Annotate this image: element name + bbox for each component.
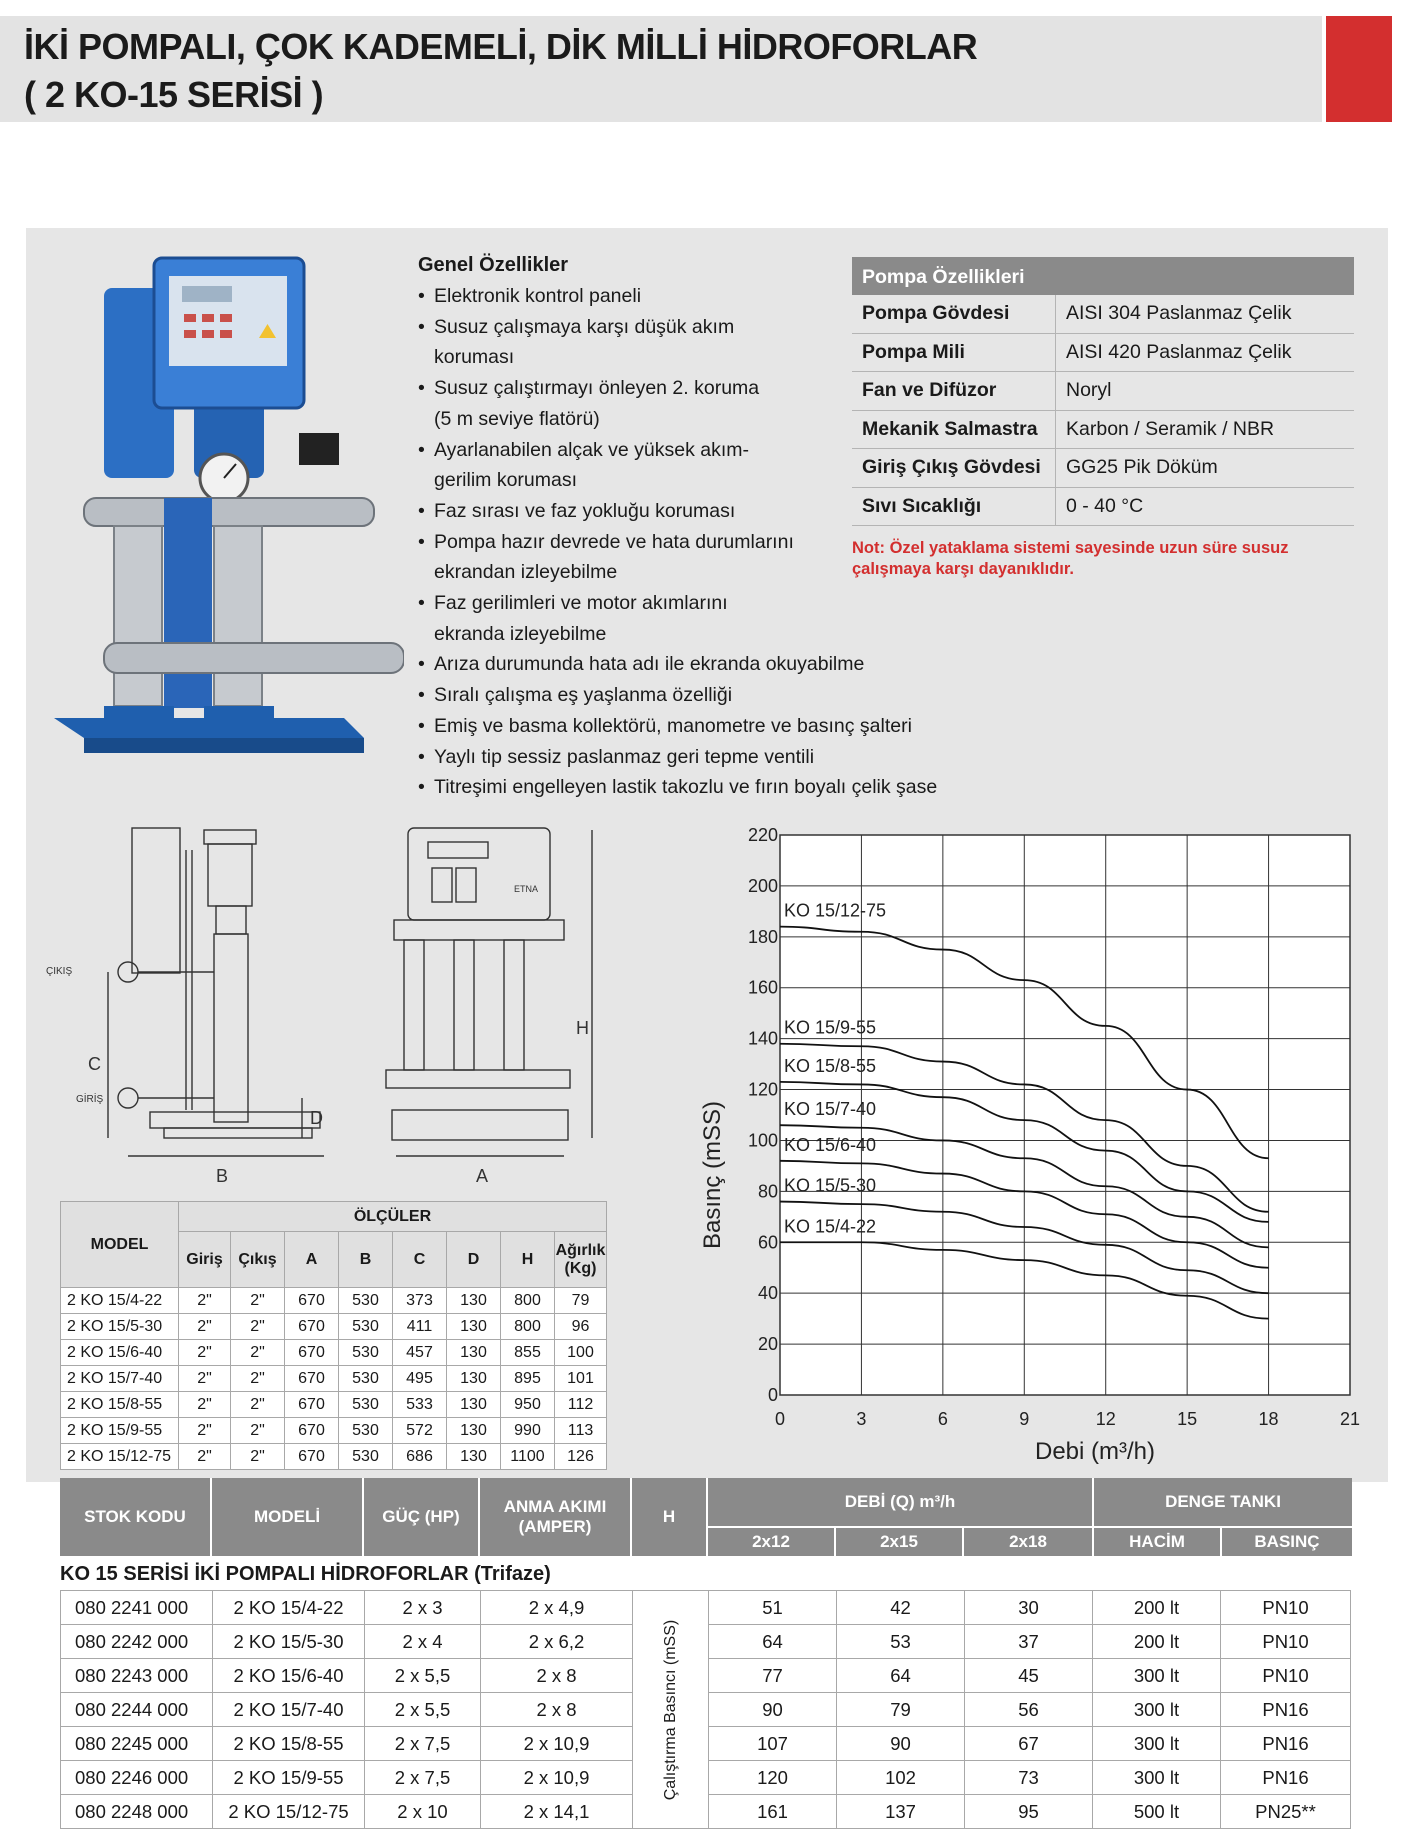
- dim-value-cell: 79: [555, 1288, 607, 1314]
- dim-value-cell: 130: [447, 1444, 501, 1470]
- stock-cell: 2 x 10: [365, 1795, 481, 1828]
- dim-value-cell: 457: [393, 1340, 447, 1366]
- dim-value-cell: 670: [285, 1314, 339, 1340]
- dim-value-cell: 130: [447, 1418, 501, 1444]
- pump-specs-note: Not: Özel yataklama sistemi sayesinde uzun süre susuz çalışmaya karşı dayanıklıdır.: [852, 539, 1289, 578]
- stock-cell: 161: [709, 1795, 837, 1828]
- dim-value-cell: 572: [393, 1418, 447, 1444]
- pump-spec-value: Noryl: [1066, 379, 1112, 402]
- table-row: [61, 1444, 607, 1470]
- stock-cell: PN16: [1221, 1693, 1351, 1726]
- stock-cell: 2 x 8: [481, 1659, 633, 1692]
- table-row: [61, 1761, 633, 1795]
- chart-x-tick-label: 3: [856, 1409, 867, 1429]
- table-row: [61, 1795, 633, 1829]
- dim-col-header: A: [285, 1232, 339, 1288]
- dim-value-cell: 411: [393, 1314, 447, 1340]
- stock-code-cell: 080 2242 000: [61, 1625, 213, 1658]
- dim-value-cell: 130: [447, 1366, 501, 1392]
- stock-cell: 2 x 8: [481, 1693, 633, 1726]
- drawing-label-cikis: ÇIKIŞ: [46, 966, 73, 977]
- stock-cell: 2 x 4,9: [481, 1591, 633, 1624]
- dim-value-cell: 113: [555, 1418, 607, 1444]
- stock-cell: 2 x 14,1: [481, 1795, 633, 1828]
- dim-value-cell: 895: [501, 1366, 555, 1392]
- stock-table-header: [60, 1478, 1354, 1556]
- stock-col-code: STOK KODU: [60, 1478, 212, 1556]
- feature-item: • Sıralı çalışma eş yaşlanma özelliği: [418, 680, 978, 711]
- pump-spec-value: AISI 304 Paslanmaz Çelik: [1066, 302, 1292, 325]
- feature-item: • Faz gerilimleri ve motor akımlarını ekranda izleyebilme: [418, 588, 978, 649]
- dim-value-cell: 530: [339, 1288, 393, 1314]
- dim-value-cell: 530: [339, 1392, 393, 1418]
- drawing-label-d: D: [310, 1108, 323, 1128]
- chart-x-tick-label: 6: [937, 1409, 948, 1429]
- stock-h-rotated-label: Çalıştırma Basıncı (mSS): [661, 1619, 679, 1800]
- dim-value-cell: 2": [231, 1444, 285, 1470]
- table-row: [61, 1314, 607, 1340]
- chart-x-tick-label: 0: [774, 1409, 786, 1429]
- dim-value-cell: 530: [339, 1340, 393, 1366]
- stock-flow-2x18: 2x18: [964, 1528, 1092, 1556]
- stock-cell: PN10: [1221, 1659, 1351, 1692]
- dim-value-cell: 670: [285, 1340, 339, 1366]
- feature-item: • Elektronik kontrol paneli: [418, 281, 978, 312]
- dim-col-header: Çıkış: [231, 1232, 285, 1288]
- drawing-panel-brand: ETNA: [514, 884, 539, 894]
- stock-cell: PN10: [1221, 1591, 1351, 1624]
- stock-code-cell: 080 2248 000: [61, 1795, 213, 1828]
- stock-cell: 2 KO 15/12-75: [213, 1795, 365, 1828]
- pump-illustration: [44, 248, 404, 768]
- chart-y-tick-label: 100: [747, 1130, 778, 1151]
- dim-value-cell: 2": [179, 1444, 231, 1470]
- dim-col-model: MODEL: [61, 1202, 179, 1288]
- table-row: [61, 1366, 607, 1392]
- stock-col-h: H: [632, 1478, 708, 1556]
- feature-item: • Pompa hazır devrede ve hata durumlarını ekrandan izleyebilme: [418, 527, 978, 588]
- stock-code-cell: 080 2241 000: [61, 1591, 213, 1624]
- chart-series-label: KO 15/9-55: [784, 1017, 877, 1038]
- dim-model-cell: 2 KO 15/5-30: [61, 1314, 179, 1340]
- table-row: [61, 1727, 633, 1761]
- dim-col-header: D: [447, 1232, 501, 1288]
- chart-series-label: KO 15/4-22: [784, 1216, 877, 1237]
- stock-cell: 2 x 4: [365, 1625, 481, 1658]
- chart-y-tick-label: 40: [757, 1283, 778, 1304]
- dim-value-cell: 950: [501, 1392, 555, 1418]
- stock-cell: PN16: [1221, 1761, 1351, 1794]
- feature-item: • Titreşimi engelleyen lastik takozlu ve fırın boyalı çelik şase: [418, 772, 978, 803]
- stock-code-cell: 080 2243 000: [61, 1659, 213, 1692]
- stock-tank-volume: HACİM: [1094, 1528, 1222, 1556]
- stock-cell: 73: [965, 1761, 1093, 1794]
- dim-value-cell: 2": [179, 1366, 231, 1392]
- dim-value-cell: 530: [339, 1418, 393, 1444]
- drawing-label-a: A: [476, 1166, 489, 1186]
- dim-value-cell: 670: [285, 1366, 339, 1392]
- stock-cell: 120: [709, 1761, 837, 1794]
- stock-table-body: [60, 1590, 1354, 1829]
- stock-flow-2x12: 2x12: [708, 1528, 836, 1556]
- table-row: [709, 1625, 1351, 1659]
- stock-section-title: KO 15 SERİSİ İKİ POMPALI HİDROFORLAR (Trifaze): [60, 1563, 551, 1585]
- pump-spec-key: Sıvı Sıcaklığı: [852, 488, 1056, 526]
- table-row: [709, 1795, 1351, 1829]
- technical-drawings: [36, 820, 676, 1190]
- stock-h-column: [633, 1590, 709, 1829]
- dim-value-cell: 2": [179, 1392, 231, 1418]
- dim-group-label: ÖLÇÜLER: [179, 1202, 607, 1232]
- drawing-label-h: H: [576, 1018, 589, 1038]
- dim-value-cell: 855: [501, 1340, 555, 1366]
- table-row: [61, 1418, 607, 1444]
- stock-flow-2x15: 2x15: [836, 1528, 964, 1556]
- performance-chart: [690, 815, 1370, 1475]
- table-row: [61, 1659, 633, 1693]
- dim-value-cell: 2": [179, 1340, 231, 1366]
- dim-value-cell: 1100: [501, 1444, 555, 1470]
- dim-model-cell: 2 KO 15/6-40: [61, 1340, 179, 1366]
- dim-value-cell: 495: [393, 1366, 447, 1392]
- dim-value-cell: 686: [393, 1444, 447, 1470]
- dim-value-cell: 373: [393, 1288, 447, 1314]
- chart-y-tick-label: 60: [757, 1232, 778, 1253]
- dim-value-cell: 130: [447, 1340, 501, 1366]
- pump-spec-key: Mekanik Salmastra: [852, 411, 1056, 449]
- chart-y-tick-label: 160: [747, 977, 778, 998]
- stock-cell: 90: [837, 1727, 965, 1760]
- dim-model-cell: 2 KO 15/9-55: [61, 1418, 179, 1444]
- feature-item: • Emiş ve basma kollektörü, manometre ve basınç şalteri: [418, 711, 978, 742]
- table-row: [61, 1392, 607, 1418]
- chart-x-tick-label: 9: [1019, 1409, 1030, 1429]
- dim-value-cell: 2": [179, 1314, 231, 1340]
- dim-col-header: C: [393, 1232, 447, 1288]
- pump-spec-value: 0 - 40 °C: [1066, 494, 1144, 517]
- pump-specs-title: Pompa Özellikleri: [852, 257, 1354, 295]
- stock-code-cell: 080 2244 000: [61, 1693, 213, 1726]
- dim-model-cell: 2 KO 15/4-22: [61, 1288, 179, 1314]
- dim-value-cell: 670: [285, 1418, 339, 1444]
- feature-item: • Ayarlanabilen alçak ve yüksek akım- gerilim koruması: [418, 435, 978, 496]
- stock-cell: 42: [837, 1591, 965, 1624]
- dim-value-cell: 130: [447, 1392, 501, 1418]
- dim-model-cell: 2 KO 15/7-40: [61, 1366, 179, 1392]
- pump-specs-rows: [852, 295, 1354, 526]
- dim-value-cell: 2": [231, 1418, 285, 1444]
- feature-item: • Susuz çalıştırmayı önleyen 2. koruma (5 m seviye flatörü): [418, 373, 978, 434]
- stock-cell: 2 KO 15/4-22: [213, 1591, 365, 1624]
- stock-group-tank: [1094, 1478, 1352, 1556]
- stock-cell: 2 x 6,2: [481, 1625, 633, 1658]
- stock-cell: 300 lt: [1093, 1659, 1221, 1692]
- chart-y-tick-label: 140: [747, 1028, 778, 1049]
- stock-cell: 2 x 10,9: [481, 1727, 633, 1760]
- stock-cell: 2 x 5,5: [365, 1693, 481, 1726]
- stock-cell: 2 x 10,9: [481, 1761, 633, 1794]
- dim-col-header: H: [501, 1232, 555, 1288]
- dim-value-cell: 100: [555, 1340, 607, 1366]
- stock-cell: 45: [965, 1659, 1093, 1692]
- stock-cell: 64: [709, 1625, 837, 1658]
- pump-spec-key: Giriş Çıkış Gövdesi: [852, 449, 1056, 487]
- feature-item: • Arıza durumunda hata adı ile ekranda okuyabilme: [418, 649, 978, 680]
- table-row: [61, 1288, 607, 1314]
- stock-cell: 200 lt: [1093, 1625, 1221, 1658]
- table-row: [61, 1591, 633, 1625]
- drawing-label-giris: GİRİŞ: [76, 1094, 104, 1105]
- stock-cell: PN10: [1221, 1625, 1351, 1658]
- drawing-label-b: B: [216, 1166, 229, 1186]
- stock-cell: 51: [709, 1591, 837, 1624]
- page-title: İKİ POMPALI, ÇOK KADEMELİ, DİK MİLLİ HİDROFORLAR: [24, 26, 978, 67]
- dim-value-cell: 2": [231, 1340, 285, 1366]
- stock-cell: 107: [709, 1727, 837, 1760]
- chart-y-tick-label: 200: [747, 875, 778, 896]
- stock-cell: 2 KO 15/6-40: [213, 1659, 365, 1692]
- stock-cell: 137: [837, 1795, 965, 1828]
- header-accent-block: [1326, 16, 1392, 122]
- stock-cell: 79: [837, 1693, 965, 1726]
- dim-value-cell: 2": [179, 1418, 231, 1444]
- dim-value-cell: 2": [231, 1288, 285, 1314]
- stock-cell: 64: [837, 1659, 965, 1692]
- table-row: [709, 1761, 1351, 1795]
- pump-spec-key: Pompa Gövdesi: [852, 295, 1056, 333]
- stock-cell: 300 lt: [1093, 1761, 1221, 1794]
- pump-specs: [852, 257, 1354, 580]
- stock-cell: 30: [965, 1591, 1093, 1624]
- dim-value-cell: 96: [555, 1314, 607, 1340]
- chart-y-tick-label: 80: [757, 1181, 778, 1202]
- stock-cell: 2 KO 15/8-55: [213, 1727, 365, 1760]
- stock-cell: 95: [965, 1795, 1093, 1828]
- dim-value-cell: 800: [501, 1288, 555, 1314]
- table-row: [709, 1591, 1351, 1625]
- dim-value-cell: 2": [179, 1288, 231, 1314]
- table-row: [61, 1340, 607, 1366]
- stock-code-cell: 080 2245 000: [61, 1727, 213, 1760]
- chart-x-axis-label: Debi (m³/h): [1034, 1438, 1156, 1465]
- dim-value-cell: 101: [555, 1366, 607, 1392]
- dim-value-cell: 533: [393, 1392, 447, 1418]
- stock-cell: 102: [837, 1761, 965, 1794]
- pump-spec-row: [852, 488, 1354, 527]
- chart-y-tick-label: 0: [767, 1385, 778, 1405]
- dim-col-header: Giriş: [179, 1232, 231, 1288]
- pump-spec-row: [852, 334, 1354, 373]
- chart-y-tick-label: 120: [747, 1079, 778, 1100]
- stock-cell: 300 lt: [1093, 1693, 1221, 1726]
- dim-value-cell: 2": [231, 1314, 285, 1340]
- stock-cell: 500 lt: [1093, 1795, 1221, 1828]
- feature-item: • Yaylı tip sessiz paslanmaz geri tepme ventili: [418, 742, 978, 773]
- chart-series-label: KO 15/5-30: [784, 1175, 877, 1196]
- chart-series-label: KO 15/8-55: [784, 1055, 877, 1076]
- dim-value-cell: 530: [339, 1314, 393, 1340]
- dim-value-cell: 126: [555, 1444, 607, 1470]
- chart-x-tick-label: 15: [1177, 1409, 1198, 1429]
- dim-model-cell: 2 KO 15/8-55: [61, 1392, 179, 1418]
- dim-value-cell: 130: [447, 1314, 501, 1340]
- stock-group-flow: [708, 1478, 1094, 1556]
- table-row: [709, 1659, 1351, 1693]
- stock-col-power: GÜÇ (HP): [364, 1478, 480, 1556]
- table-row: [61, 1693, 633, 1727]
- dim-value-cell: 990: [501, 1418, 555, 1444]
- stock-cell: PN25**: [1221, 1795, 1351, 1828]
- stock-table: [60, 1478, 1354, 1829]
- chart-series-label: KO 15/7-40: [784, 1099, 877, 1120]
- dim-value-cell: 2": [231, 1392, 285, 1418]
- dim-value-cell: 112: [555, 1392, 607, 1418]
- pump-spec-row: [852, 449, 1354, 488]
- feature-item: • Susuz çalışmaya karşı düşük akım koruması: [418, 312, 978, 373]
- pump-spec-key: Fan ve Difüzor: [852, 372, 1056, 410]
- stock-cell: 2 x 5,5: [365, 1659, 481, 1692]
- dimensions-table: [60, 1201, 607, 1470]
- stock-cell: 37: [965, 1625, 1093, 1658]
- stock-cell: 200 lt: [1093, 1591, 1221, 1624]
- stock-code-cell: 080 2246 000: [61, 1761, 213, 1794]
- pump-spec-value: Karbon / Seramik / NBR: [1066, 417, 1275, 440]
- stock-cell: 2 KO 15/5-30: [213, 1625, 365, 1658]
- pump-spec-row: [852, 372, 1354, 411]
- chart-y-tick-label: 180: [747, 926, 778, 947]
- stock-flow-title: DEBİ (Q) m³/h: [708, 1478, 1092, 1528]
- chart-y-tick-label: 220: [747, 825, 778, 845]
- stock-col-current: ANMA AKIMI (AMPER): [480, 1478, 632, 1556]
- chart-x-tick-label: 21: [1339, 1409, 1361, 1429]
- dim-model-cell: 2 KO 15/12-75: [61, 1444, 179, 1470]
- stock-cell: 2 x 7,5: [365, 1761, 481, 1794]
- pump-spec-row: [852, 295, 1354, 334]
- drawing-label-c: C: [88, 1054, 101, 1074]
- table-row: [709, 1727, 1351, 1761]
- pump-spec-value: AISI 420 Paslanmaz Çelik: [1066, 340, 1292, 363]
- stock-tank-pressure: BASINÇ: [1222, 1528, 1352, 1556]
- dim-value-cell: 2": [231, 1366, 285, 1392]
- pump-spec-row: [852, 411, 1354, 450]
- page-subtitle: ( 2 KO-15 SERİSİ ): [24, 74, 324, 115]
- stock-cell: 2 x 3: [365, 1591, 481, 1624]
- stock-cell: 77: [709, 1659, 837, 1692]
- dim-value-cell: 130: [447, 1288, 501, 1314]
- dim-value-cell: 530: [339, 1444, 393, 1470]
- stock-cell: 2 KO 15/7-40: [213, 1693, 365, 1726]
- stock-tank-title: DENGE TANKI: [1094, 1478, 1352, 1528]
- dim-value-cell: 670: [285, 1392, 339, 1418]
- dim-value-cell: 530: [339, 1366, 393, 1392]
- stock-cell: 2 KO 15/9-55: [213, 1761, 365, 1794]
- pump-spec-key: Pompa Mili: [852, 334, 1056, 372]
- chart-series-label: KO 15/6-40: [784, 1134, 877, 1155]
- dim-col-header: B: [339, 1232, 393, 1288]
- stock-cell: 2 x 7,5: [365, 1727, 481, 1760]
- dim-col-header: Ağırlık (Kg): [555, 1232, 607, 1288]
- stock-cell: 300 lt: [1093, 1727, 1221, 1760]
- stock-cell: PN16: [1221, 1727, 1351, 1760]
- stock-cell: 67: [965, 1727, 1093, 1760]
- pump-spec-value: GG25 Pik Döküm: [1066, 456, 1218, 479]
- features-title: Genel Özellikler: [418, 254, 569, 276]
- chart-y-axis-label: Basınç (mSS): [699, 1100, 726, 1250]
- stock-col-model: MODELİ: [212, 1478, 364, 1556]
- chart-y-tick-label: 20: [757, 1334, 778, 1355]
- stock-cell: 56: [965, 1693, 1093, 1726]
- chart-x-tick-label: 18: [1258, 1409, 1279, 1429]
- dim-value-cell: 670: [285, 1444, 339, 1470]
- stock-cell: 90: [709, 1693, 837, 1726]
- table-row: [61, 1625, 633, 1659]
- feature-item: • Faz sırası ve faz yokluğu koruması: [418, 496, 978, 527]
- chart-series-label: KO 15/12-75: [784, 900, 887, 921]
- chart-x-tick-label: 12: [1095, 1409, 1116, 1429]
- stock-cell: 53: [837, 1625, 965, 1658]
- dim-value-cell: 800: [501, 1314, 555, 1340]
- table-row: [709, 1693, 1351, 1727]
- dim-value-cell: 670: [285, 1288, 339, 1314]
